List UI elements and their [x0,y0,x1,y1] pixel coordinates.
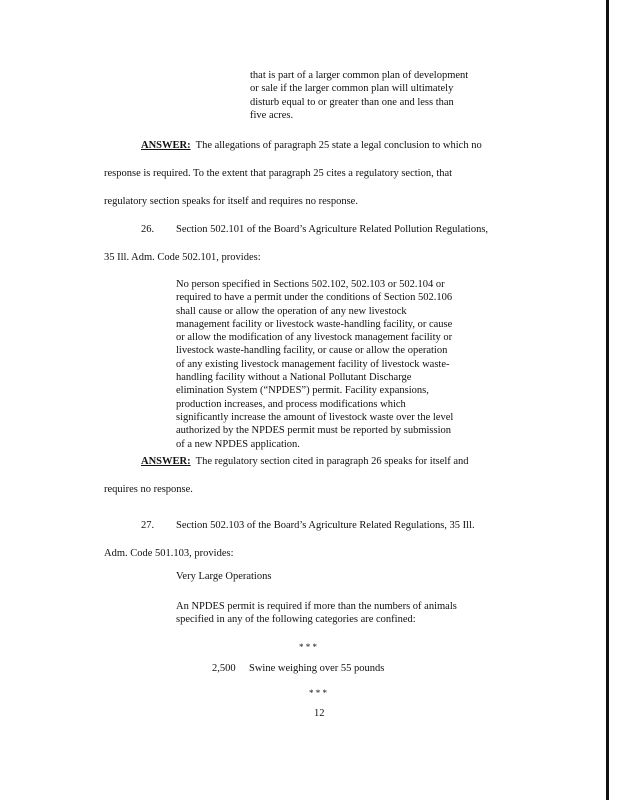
quote-line: management facility or livestock waste-handling facility, or cause [176,318,453,330]
quote-line: of a new NPDES application. [176,438,300,450]
ellipsis-top: * * * [299,642,317,652]
answer-26-line2: requires no response. [104,484,193,495]
para-26-number: 26. [141,224,155,235]
answer-25-line2: response is required. To the extent that paragraph 25 cites a regulatory section, that [104,168,453,179]
para-27-line2: Adm. Code 501.103, provides: [104,548,234,559]
para-27-line1: Section 502.103 of the Board’s Agriculture Related Regulations, 35 Ill. [176,520,475,531]
quote-top [250,69,468,122]
animal-category: Swine weighing over 55 pounds [249,663,385,674]
answer-25-line1 [141,139,482,152]
quote-27-heading: Very Large Operations [176,571,272,582]
quote-line: significantly increase the amount of livestock waste over the level [176,411,454,423]
quote-line: shall cause or allow the operation of any new livestock [176,305,407,317]
para-26-line1: Section 502.101 of the Board’s Agriculture Related Pollution Regulations, [176,224,489,235]
quote-line: authorized by the NPDES permit must be reported by submission [176,425,452,437]
quote-27-line2: specified in any of the following categories are confined: [176,614,416,625]
answer-26-line1 [141,455,469,468]
quote-line: of any existing livestock management facility of livestock waste- [176,358,450,370]
quote-27-line1: An NPDES permit is required if more than the numbers of animals [176,601,457,612]
quote-line: disturb equal to or greater than one and less than [250,96,454,108]
answer-25-line3: regulatory section speaks for itself and requires no response. [104,196,358,207]
quote-line: that is part of a larger common plan of development [250,70,469,81]
answer-label: ANSWER: [141,456,191,467]
page-edge-border [606,0,609,800]
answer-label: ANSWER: [141,140,191,151]
quote-26 [176,278,453,451]
animal-count: 2,500 [212,663,236,674]
quote-line: No person specified in Sections 502.102, 502.103 or 502.104 or [176,279,445,290]
quote-line: five acres. [250,109,294,121]
para-26-line2: 35 Ill. Adm. Code 502.101, provides: [104,252,261,263]
para-27-number: 27. [141,520,155,531]
answer-text: The allegations of paragraph 25 state a legal conclusion to which no [195,140,482,151]
quote-line: required to have a permit under the conditions of Section 502.106 [176,292,453,304]
quote-line: handling facility without a National Pollutant Discharge [176,372,412,384]
answer-text: The regulatory section cited in paragraph 26 speaks for itself and [195,456,469,467]
quote-line: or sale if the larger common plan will ultimately [250,83,454,95]
quote-line: production increases, and process modifications which [176,398,406,410]
quote-line: livestock waste-handling facility, or cause or allow the operation [176,345,448,357]
page-number: 12 [314,708,325,719]
quote-line: or allow the modification of any livestock management facility or [176,332,453,344]
ellipsis-bottom: * * * [309,688,327,698]
quote-line: elimination System (“NPDES”) permit. Facility expansions, [176,385,429,397]
